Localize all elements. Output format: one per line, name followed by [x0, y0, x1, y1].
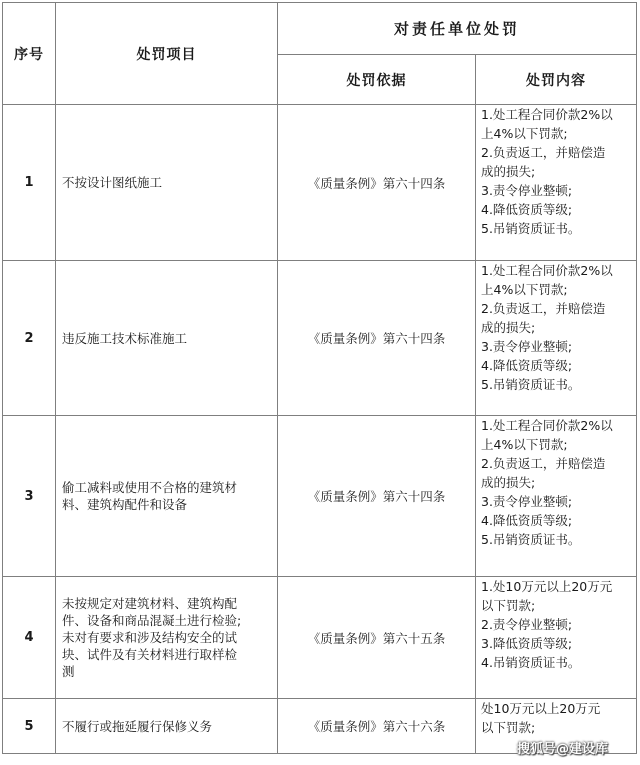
content-line: 3.责令停业整顿; — [481, 494, 573, 509]
content-line: 5.吊销资质证书。 — [481, 221, 581, 236]
content-line: 上4%以下罚款; — [481, 437, 568, 452]
content-line: 成的损失; — [481, 164, 536, 179]
content-line: 2.负责返工，并赔偿造 — [481, 145, 606, 160]
row-item — [56, 105, 278, 261]
item-line: 测 — [62, 664, 75, 679]
item-line: 未按规定对建筑材料、建筑构配 — [62, 596, 238, 611]
penalty-table — [2, 2, 637, 754]
item-line: 料、建筑构配件和设备 — [62, 497, 188, 512]
content-line: 以下罚款; — [481, 598, 536, 613]
content-line: 4.吊销资质证书。 — [481, 655, 581, 670]
table-row — [3, 105, 637, 261]
row-content — [476, 416, 637, 577]
header-content: 处罚内容 — [476, 55, 637, 105]
row-content — [476, 577, 637, 699]
item-line: 不履行或拖延履行保修义务 — [62, 718, 213, 734]
row-seq: 4 — [3, 577, 56, 699]
row-content — [476, 261, 637, 416]
row-basis: 《质量条例》第六十四条 — [278, 416, 476, 577]
content-line: 成的损失; — [481, 320, 536, 335]
row-item — [56, 699, 278, 754]
watermark: 搜狐号@建设库 — [517, 742, 609, 757]
header-group: 对责任单位处罚 — [278, 3, 637, 55]
row-basis: 《质量条例》第六十五条 — [278, 577, 476, 699]
row-seq: 2 — [3, 261, 56, 416]
row-content — [476, 105, 637, 261]
content-line: 5.吊销资质证书。 — [481, 377, 581, 392]
row-basis: 《质量条例》第六十四条 — [278, 261, 476, 416]
row-basis: 《质量条例》第六十四条 — [278, 105, 476, 261]
row-item — [56, 261, 278, 416]
content-line: 3.责令停业整顿; — [481, 339, 573, 354]
row-item — [56, 416, 278, 577]
item-line: 偷工减料或使用不合格的建筑材 — [62, 480, 238, 495]
content-line: 上4%以下罚款; — [481, 282, 568, 297]
item-line: 违反施工技术标准施工 — [62, 330, 188, 346]
table-row — [3, 416, 637, 577]
row-item — [56, 577, 278, 699]
content-line: 5.吊销资质证书。 — [481, 532, 581, 547]
row-seq: 5 — [3, 699, 56, 754]
content-line: 以下罚款; — [481, 720, 536, 735]
header-basis: 处罚依据 — [278, 55, 476, 105]
item-line: 未对有要求和涉及结构安全的试 — [62, 630, 238, 645]
content-line: 4.降低资质等级; — [481, 358, 573, 373]
content-line: 1.处工程合同价款2%以 — [481, 418, 613, 433]
header-seq: 序号 — [3, 3, 56, 105]
content-line: 4.降低资质等级; — [481, 513, 573, 528]
content-line: 4.降低资质等级; — [481, 202, 573, 217]
content-line: 上4%以下罚款; — [481, 126, 568, 141]
content-line: 3.降低资质等级; — [481, 636, 573, 651]
content-line: 2.责令停业整顿; — [481, 617, 573, 632]
row-basis: 《质量条例》第六十六条 — [278, 699, 476, 754]
table-row — [3, 261, 637, 416]
item-line: 块、试件及有关材料进行取样检 — [62, 647, 238, 662]
content-line: 2.负责返工，并赔偿造 — [481, 301, 606, 316]
content-line: 3.责令停业整顿; — [481, 183, 573, 198]
content-line: 1.处工程合同价款2%以 — [481, 107, 613, 122]
content-line: 2.负责返工，并赔偿造 — [481, 456, 606, 471]
header-item: 处罚项目 — [56, 3, 278, 105]
item-line: 件、设备和商品混凝土进行检验; — [62, 613, 242, 628]
item-line: 不按设计图纸施工 — [62, 175, 163, 190]
row-seq: 1 — [3, 105, 56, 261]
content-line: 处10万元以上20万元 — [481, 701, 601, 716]
content-line: 成的损失; — [481, 475, 536, 490]
row-seq: 3 — [3, 416, 56, 577]
table-row — [3, 577, 637, 699]
header-row-top — [3, 3, 637, 55]
content-line: 1.处10万元以上20万元 — [481, 579, 613, 594]
content-line: 1.处工程合同价款2%以 — [481, 263, 613, 278]
